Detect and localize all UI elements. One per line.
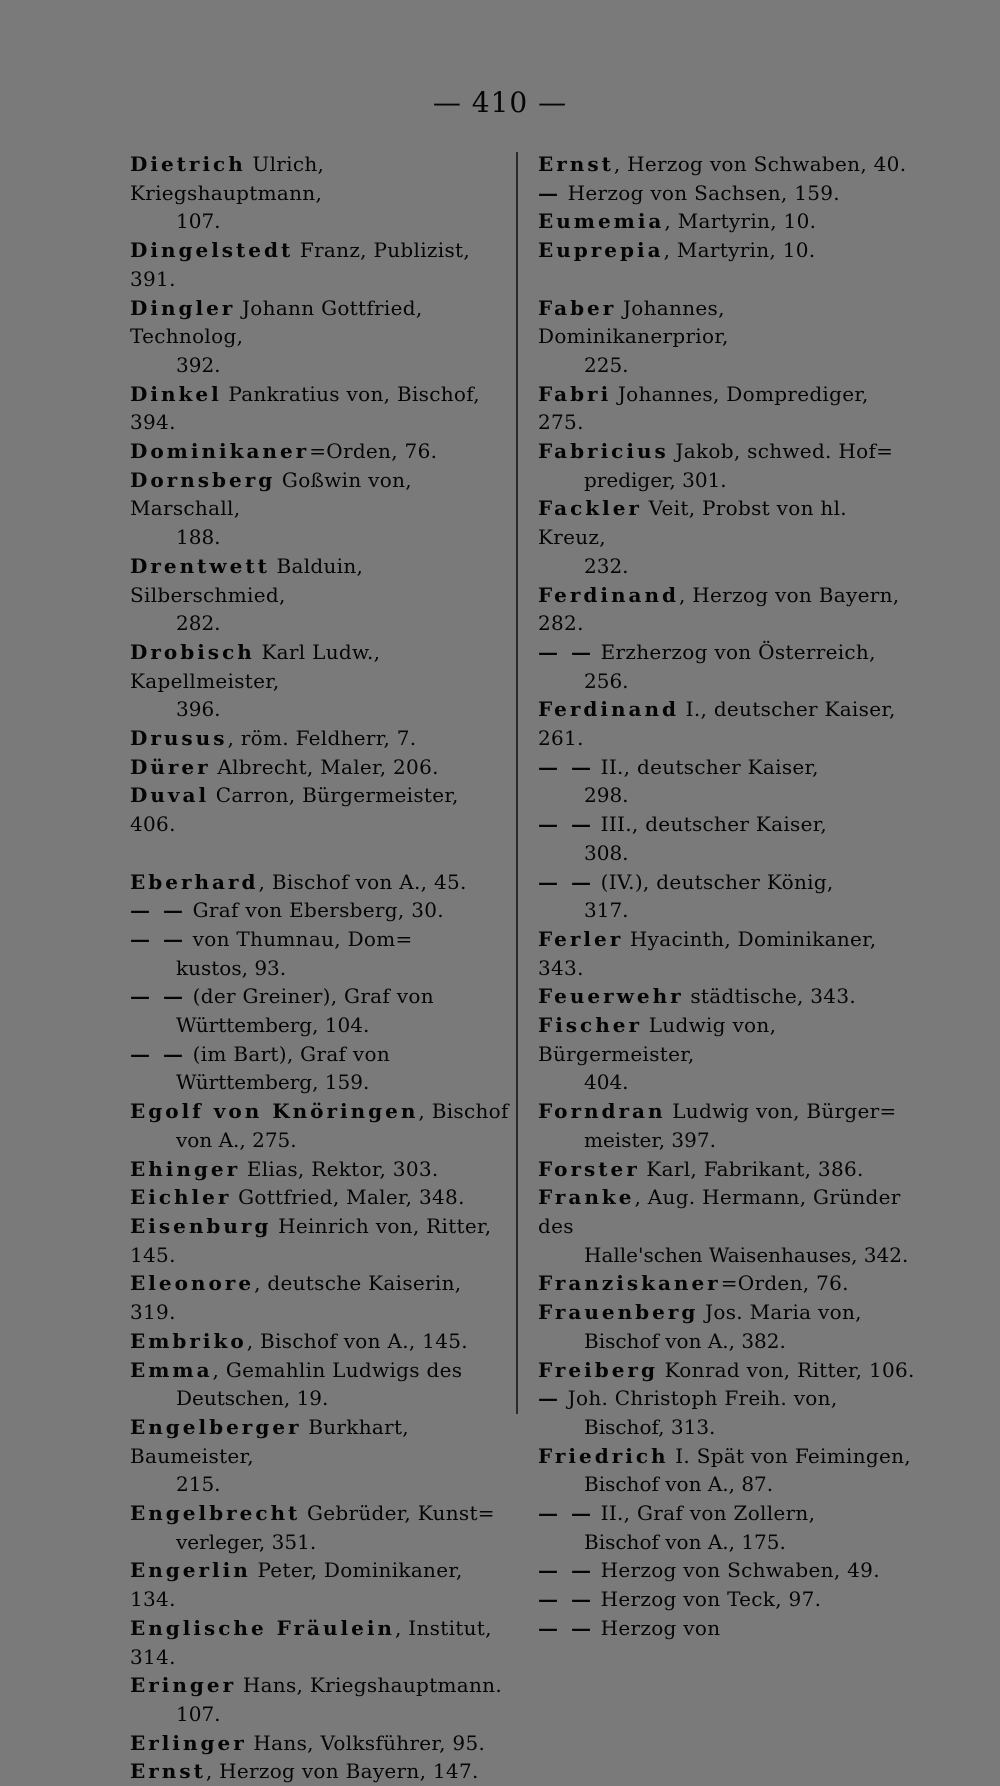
- entry-headword: Dinkel: [130, 381, 222, 406]
- entry-text: (IV.), deutscher König,: [593, 869, 834, 894]
- entry-headword: Faber: [538, 295, 617, 320]
- entry-continuation: 317.: [584, 898, 629, 923]
- entry-headword: Dingler: [130, 295, 236, 320]
- column-divider: [516, 152, 518, 1414]
- entry-text: , Institut, 314.: [130, 1615, 492, 1669]
- index-entry: [538, 380, 918, 437]
- entry-text: III., deutscher Kaiser,: [593, 812, 828, 837]
- index-entry: [130, 1413, 510, 1499]
- entry-headword: — —: [538, 1558, 594, 1583]
- entry-headword: Euprepia: [538, 238, 664, 263]
- entry-text: II., Graf von Zollern,: [593, 1501, 816, 1526]
- entry-headword: Engerlin: [130, 1558, 251, 1583]
- entry-headword: Drusus: [130, 726, 228, 751]
- entry-headword: Fabri: [538, 381, 612, 406]
- entry-headword: Egolf von Knöringen: [130, 1099, 419, 1124]
- index-entry: [538, 1442, 918, 1499]
- index-entry: [130, 294, 510, 380]
- entry-text: Balduin, Silberschmied,: [130, 553, 364, 607]
- entry-headword: —: [538, 180, 561, 205]
- index-entry: [538, 437, 918, 494]
- index-entry: [130, 1183, 510, 1212]
- page-number: — 410 —: [432, 86, 568, 119]
- entry-continuation: 256.: [584, 668, 629, 693]
- entry-text: Heinrich von, Ritter, 145.: [130, 1214, 492, 1267]
- entry-text: Herzog von Schwaben, 49.: [593, 1558, 880, 1583]
- entry-text: II., deutscher Kaiser,: [593, 754, 819, 779]
- section-gap: [130, 839, 510, 868]
- entry-headword: — —: [538, 754, 594, 779]
- entry-text: Albrecht, Maler, 206.: [210, 754, 439, 779]
- entry-text: Veit, Probst von hl. Kreuz,: [538, 496, 847, 550]
- entry-text: , Martyrin, 10.: [663, 238, 816, 263]
- entry-text: Konrad von, Ritter, 106.: [657, 1357, 915, 1382]
- entry-headword: Ferdinand: [538, 697, 679, 722]
- entry-continuation: Bischof, 313.: [584, 1414, 716, 1439]
- index-entry: [538, 1269, 918, 1298]
- index-entry: [130, 868, 510, 897]
- entry-headword: Ernst: [130, 1759, 206, 1784]
- section-gap: [538, 265, 918, 294]
- index-entry: [538, 150, 918, 179]
- index-entry: [130, 1327, 510, 1356]
- entry-text: Gebrüder, Kunst=: [300, 1501, 495, 1526]
- entry-headword: Dietrich: [130, 152, 246, 176]
- entry-text: Ulrich, Kriegshauptmann,: [130, 152, 325, 205]
- entry-text: Pankratius von, Bischof, 394.: [130, 381, 480, 435]
- entry-headword: Ferdinand: [538, 582, 679, 607]
- entry-continuation: 107.: [176, 209, 221, 234]
- entry-headword: — —: [538, 1501, 594, 1526]
- entry-headword: Dingelstedt: [130, 238, 294, 263]
- index-entry: [538, 982, 918, 1011]
- entry-text: , deutsche Kaiserin, 319.: [130, 1271, 462, 1325]
- entry-text: , Herzog von Bayern, 282.: [538, 582, 900, 636]
- entry-text: (der Greiner), Graf von: [185, 984, 434, 1009]
- entry-text: Johannes, Domprediger, 275.: [538, 381, 869, 435]
- index-entry: [130, 1614, 510, 1671]
- index-entry: [538, 179, 918, 208]
- index-entry: [538, 494, 918, 580]
- entry-headword: Erlinger: [130, 1730, 247, 1755]
- entry-text: Erzherzog von Österreich,: [593, 639, 876, 664]
- index-entry: [538, 638, 918, 695]
- entry-text: Herzog von: [593, 1615, 721, 1640]
- entry-continuation: Bischof von A., 87.: [584, 1472, 774, 1497]
- left-column: [130, 150, 510, 1786]
- entry-continuation: 404.: [584, 1070, 629, 1095]
- index-entry: [538, 207, 918, 236]
- index-entry: [130, 1269, 510, 1326]
- index-entry: [130, 1356, 510, 1413]
- entry-text: Burkhart, Baumeister,: [130, 1414, 409, 1468]
- index-entry: [130, 236, 510, 293]
- index-entry: [130, 638, 510, 724]
- index-entry: [130, 982, 510, 1039]
- index-entry: [538, 1011, 918, 1097]
- entry-text: Herzog von Teck, 97.: [593, 1587, 822, 1612]
- entry-text: Goßwin von, Marschall,: [130, 467, 412, 521]
- index-entry: [130, 1499, 510, 1556]
- index-entry: [538, 753, 918, 810]
- entry-continuation: meister, 397.: [584, 1127, 716, 1152]
- entry-text: Hyacinth, Dominikaner, 343.: [538, 926, 877, 980]
- entry-text: , Martyrin, 10.: [664, 209, 817, 234]
- index-entry: [130, 1556, 510, 1613]
- entry-text: , Bischof von A., 45.: [258, 869, 467, 894]
- entry-continuation: 396.: [176, 697, 221, 722]
- entry-headword: Dürer: [130, 754, 211, 779]
- index-entry: [538, 925, 918, 982]
- entry-headword: Dornsberg: [130, 467, 276, 492]
- entry-headword: — —: [130, 926, 186, 951]
- index-entry: [130, 150, 510, 236]
- entry-text: Herzog von Sachsen, 159.: [561, 180, 840, 205]
- entry-text: , Herzog von Schwaben, 40.: [613, 152, 907, 176]
- entry-text: Peter, Dominikaner, 134.: [130, 1558, 463, 1612]
- entry-continuation: verleger, 351.: [176, 1529, 317, 1554]
- index-entry: [538, 1384, 918, 1441]
- entry-headword: Duval: [130, 783, 210, 808]
- entry-headword: — —: [538, 812, 594, 837]
- index-entry: [130, 1212, 510, 1269]
- entry-continuation: prediger, 301.: [584, 467, 727, 492]
- entry-text: , Aug. Hermann, Gründer des: [538, 1185, 901, 1238]
- entry-text: , Herzog von Bayern, 147.: [205, 1759, 479, 1784]
- entry-text: Hans, Kriegshauptmann.: [236, 1673, 502, 1698]
- entry-continuation: 188.: [176, 525, 221, 550]
- entry-headword: — —: [130, 984, 186, 1009]
- entry-headword: Ehinger: [130, 1156, 241, 1181]
- entry-continuation: Bischof von A., 382.: [584, 1328, 786, 1353]
- entry-headword: Englische Fräulein: [130, 1615, 395, 1640]
- entry-text: Karl Ludw., Kapellmeister,: [130, 639, 381, 693]
- entry-headword: Drobisch: [130, 639, 255, 664]
- index-entry: [130, 753, 510, 782]
- entry-continuation: 282.: [176, 611, 221, 636]
- index-entry: [130, 380, 510, 437]
- entry-headword: Forster: [538, 1156, 640, 1181]
- entry-headword: Ernst: [538, 152, 614, 176]
- entry-text: Graf von Ebersberg, 30.: [185, 898, 444, 923]
- index-entry: [538, 1298, 918, 1355]
- entry-headword: Frauenberg: [538, 1300, 699, 1325]
- entry-headword: — —: [538, 1615, 594, 1640]
- index-entry: [130, 1040, 510, 1097]
- entry-text: =Orden, 76.: [309, 439, 438, 464]
- entry-text: Jakob, schwed. Hof=: [668, 439, 894, 464]
- entry-continuation: Deutschen, 19.: [176, 1386, 329, 1411]
- index-entry: [130, 781, 510, 838]
- entry-headword: Engelbrecht: [130, 1501, 301, 1526]
- entry-headword: Fischer: [538, 1013, 643, 1038]
- index-entry: [538, 695, 918, 752]
- entry-headword: Embriko: [130, 1328, 247, 1353]
- index-entry: [538, 294, 918, 380]
- index-entry: [538, 1499, 918, 1556]
- entry-text: von Thumnau, Dom=: [185, 926, 413, 951]
- entry-text: Elias, Rektor, 303.: [240, 1156, 439, 1181]
- entry-text: Karl, Fabrikant, 386.: [639, 1156, 864, 1181]
- index-entry: [538, 1614, 918, 1643]
- entry-headword: Friedrich: [538, 1443, 669, 1468]
- entry-continuation: 107.: [176, 1701, 221, 1726]
- entry-continuation: Württemberg, 104.: [176, 1013, 370, 1038]
- entry-headword: Eisenburg: [130, 1214, 272, 1238]
- index-entry: [130, 925, 510, 982]
- entry-text: I., deutscher Kaiser, 261.: [538, 697, 896, 751]
- entry-text: Hans, Volksführer, 95.: [246, 1730, 486, 1755]
- entry-text: (im Bart), Graf von: [185, 1041, 391, 1066]
- entry-text: Jos. Maria von,: [698, 1300, 862, 1325]
- index-entry: [130, 1097, 510, 1154]
- entry-text: , Gemahlin Ludwigs des: [212, 1357, 463, 1382]
- index-entry: [538, 236, 918, 265]
- index-entry: [130, 466, 510, 552]
- entry-continuation: Halle'schen Waisenhauses, 342.: [584, 1242, 909, 1267]
- entry-headword: Franziskaner: [538, 1271, 721, 1296]
- index-entry: [130, 1155, 510, 1184]
- index-entry: [538, 1556, 918, 1585]
- entry-continuation: 215.: [176, 1472, 221, 1497]
- entry-continuation: 392.: [176, 352, 221, 377]
- entry-continuation: 232.: [584, 553, 629, 578]
- entry-headword: —: [538, 1386, 561, 1411]
- entry-continuation: von A., 275.: [176, 1127, 297, 1152]
- entry-headword: Emma: [130, 1357, 213, 1382]
- index-entry: [130, 1757, 510, 1786]
- entry-text: , Bischof von A., 145.: [246, 1328, 468, 1353]
- index-entry: [538, 1097, 918, 1154]
- entry-text: Carron, Bürgermeister, 406.: [130, 783, 459, 837]
- entry-headword: Freiberg: [538, 1357, 658, 1382]
- entry-text: =Orden, 76.: [720, 1271, 849, 1296]
- entry-text: I. Spät von Feimingen,: [668, 1443, 911, 1468]
- entry-text: Joh. Christoph Freih. von,: [561, 1386, 838, 1411]
- entry-headword: — —: [130, 898, 186, 923]
- entry-continuation: kustos, 93.: [176, 955, 287, 980]
- entry-continuation: 225.: [584, 352, 629, 377]
- entry-headword: — —: [130, 1041, 186, 1066]
- index-entry: [538, 810, 918, 867]
- entry-text: städtische, 343.: [683, 984, 857, 1009]
- entry-continuation: Bischof von A., 175.: [584, 1529, 786, 1554]
- entry-headword: — —: [538, 639, 594, 664]
- index-entry: [538, 1585, 918, 1614]
- entry-continuation: 308.: [584, 840, 629, 865]
- index-entry: [130, 437, 510, 466]
- index-entry: [130, 896, 510, 925]
- entry-headword: Eleonore: [130, 1271, 255, 1296]
- index-entry: [538, 1155, 918, 1184]
- entry-headword: Eumemia: [538, 209, 665, 234]
- entry-headword: Ferler: [538, 926, 624, 951]
- entry-continuation: 298.: [584, 783, 629, 808]
- index-entry: [130, 1671, 510, 1728]
- entry-text: Johannes, Dominikanerprior,: [538, 295, 729, 349]
- index-entry: [130, 552, 510, 638]
- entry-headword: Feuerwehr: [538, 984, 684, 1009]
- entry-headword: — —: [538, 869, 594, 894]
- entry-headword: Forndran: [538, 1099, 666, 1124]
- entry-text: Gottfried, Maler, 348.: [231, 1185, 465, 1210]
- right-column: [538, 150, 918, 1643]
- entry-headword: Engelberger: [130, 1414, 302, 1439]
- entry-text: Ludwig von, Bürger=: [665, 1099, 897, 1124]
- entry-text: Franz, Publizist, 391.: [130, 238, 471, 291]
- index-entry: [130, 724, 510, 753]
- index-entry: [538, 1356, 918, 1385]
- entry-continuation: Württemberg, 159.: [176, 1070, 370, 1095]
- entry-headword: — —: [538, 1587, 594, 1612]
- index-entry: [538, 868, 918, 925]
- entry-text: Johann Gottfried, Technolog,: [130, 295, 423, 349]
- index-entry: [538, 1183, 918, 1269]
- entry-headword: Dominikaner: [130, 439, 310, 464]
- index-entry: [130, 1729, 510, 1758]
- entry-headword: Eberhard: [130, 869, 259, 894]
- entry-headword: Fackler: [538, 496, 642, 521]
- entry-headword: Drentwett: [130, 553, 270, 578]
- entry-text: , Bischof: [418, 1099, 509, 1124]
- entry-headword: Eringer: [130, 1673, 237, 1698]
- entry-headword: Franke: [538, 1185, 635, 1210]
- entry-headword: Fabricius: [538, 439, 669, 464]
- entry-headword: Eichler: [130, 1185, 232, 1210]
- index-entry: [538, 581, 918, 638]
- entry-text: Ludwig von, Bürgermeister,: [538, 1013, 777, 1066]
- entry-text: , röm. Feldherr, 7.: [227, 726, 417, 751]
